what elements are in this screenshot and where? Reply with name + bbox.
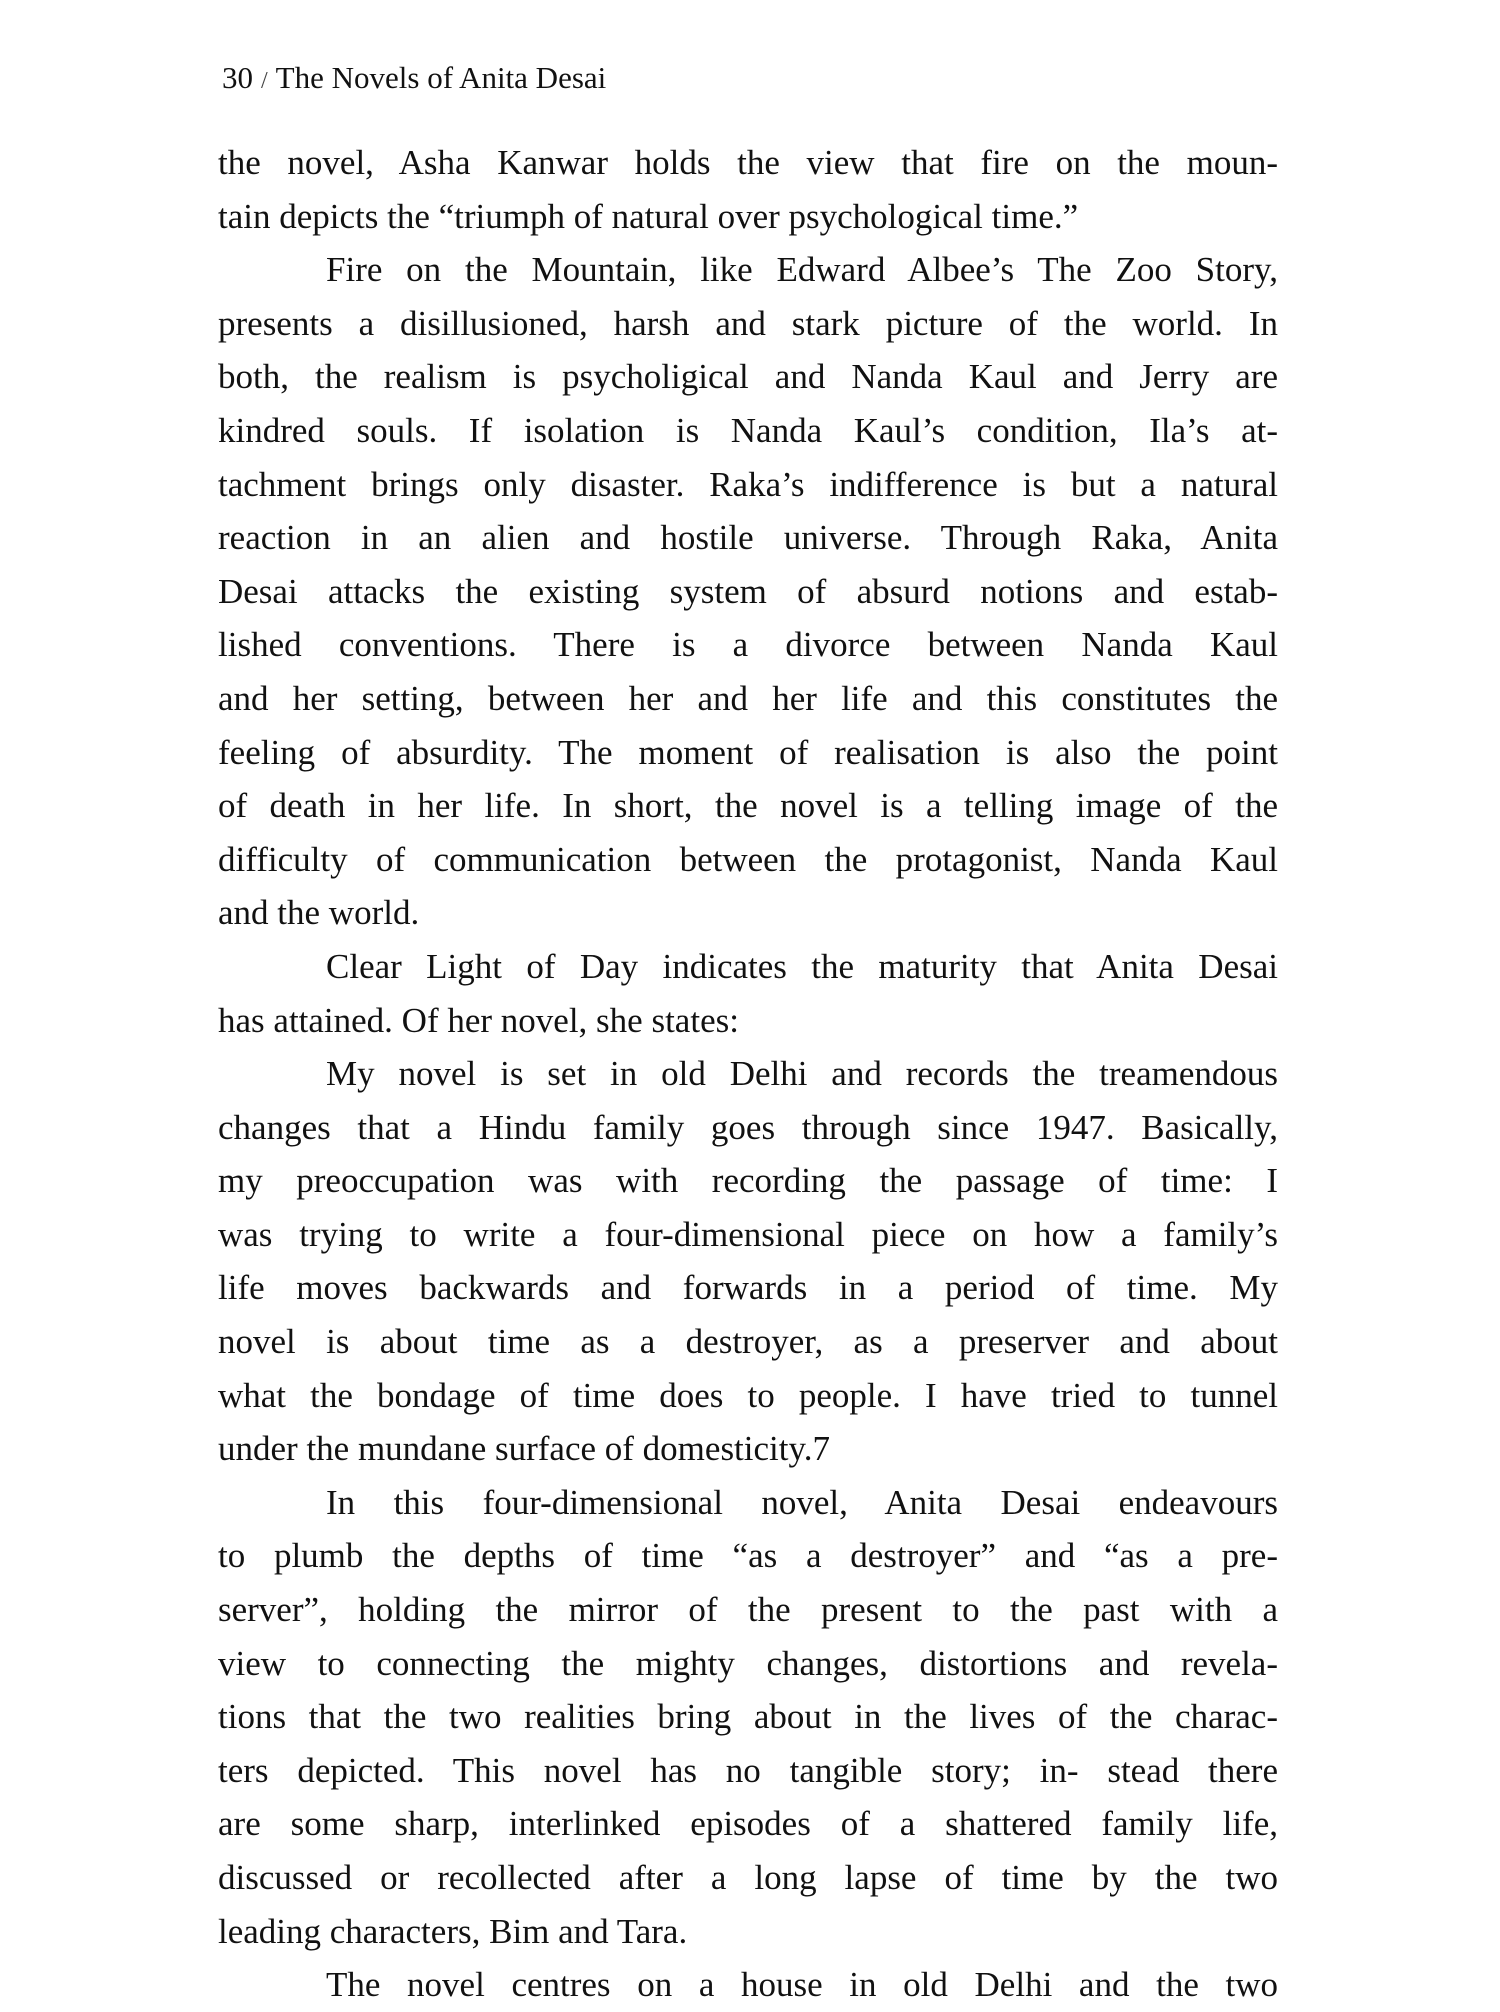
body-text <box>218 136 1278 2012</box>
text-line: under the mundane surface of domesticity.7 <box>218 1429 830 1469</box>
text-line: reaction in an alien and hostile universe. Through Raka, Anita <box>218 518 1278 558</box>
text-line: difficulty of communication between the protagonist, Nanda Kaul <box>218 839 1278 879</box>
text-line: In this four-dimensional novel, Anita Desai endeavours <box>326 1482 1278 1522</box>
text-line: leading characters, Bim and Tara. <box>218 1911 688 1951</box>
text-line: tions that the two realities bring about in the lives of the charac- <box>218 1697 1278 1737</box>
text-line: are some sharp, interlinked episodes of a shattered family life, <box>218 1804 1278 1844</box>
text-line: was trying to write a four-dimensional piece on how a family’s <box>218 1214 1278 1254</box>
text-line: The novel centres on a house in old Delhi and the two <box>326 1965 1278 2005</box>
text-line: tachment brings only disaster. Raka’s indifference is but a natural <box>218 464 1278 504</box>
text-line: Fire on the Mountain, like Edward Albee’s The Zoo Story, <box>326 250 1278 290</box>
header-separator: / <box>261 68 268 94</box>
text-line: lished conventions. There is a divorce between Nanda Kaul <box>218 625 1278 665</box>
text-line: kindred souls. If isolation is Nanda Kaul’s condition, Ila’s at- <box>218 410 1278 450</box>
text-line: my preoccupation was with recording the passage of time: I <box>218 1161 1278 1201</box>
text-line: tain depicts the “triumph of natural over psychological time.” <box>218 196 1079 236</box>
text-line: ters depicted. This novel has no tangible story; in- stead there <box>218 1750 1278 1790</box>
text-line: server”, holding the mirror of the present to the past with a <box>218 1590 1278 1630</box>
text-line: life moves backwards and forwards in a period of time. My <box>218 1268 1278 1308</box>
text-line: and her setting, between her and her life and this constitutes the <box>218 678 1278 718</box>
text-line: what the bondage of time does to people. I have tried to tunnel <box>218 1375 1278 1415</box>
page-number: 30 <box>222 60 253 95</box>
text-line: the novel, Asha Kanwar holds the view that fire on the moun- <box>218 143 1278 182</box>
text-line: novel is about time as a destroyer, as a preserver and about <box>218 1322 1278 1362</box>
running-head <box>222 56 606 103</box>
book-title: The Novels of Anita Desai <box>275 60 607 95</box>
text-line: presents a disillusioned, harsh and stark picture of the world. In <box>218 303 1278 343</box>
text-line: both, the realism is psycholigical and Nanda Kaul and Jerry are <box>218 357 1278 397</box>
text-line: to plumb the depths of time “as a destroyer” and “as a pre- <box>218 1536 1278 1576</box>
text-line: changes that a Hindu family goes through since 1947. Basically, <box>218 1107 1278 1147</box>
text-line: Desai attacks the existing system of absurd notions and estab- <box>218 571 1278 611</box>
text-line: My novel is set in old Delhi and records the treamendous <box>326 1054 1278 1094</box>
text-line: of death in her life. In short, the novel is a telling image of the <box>218 786 1278 826</box>
text-line: view to connecting the mighty changes, distortions and revela- <box>218 1643 1278 1683</box>
text-line: feeling of absurdity. The moment of realisation is also the point <box>218 732 1278 772</box>
text-line: has attained. Of her novel, she states: <box>218 1000 739 1040</box>
text-line: discussed or recollected after a long lapse of time by the two <box>218 1858 1278 1897</box>
text-line: Clear Light of Day indicates the maturity that Anita Desai <box>326 946 1278 986</box>
text-line: and the world. <box>218 893 420 933</box>
